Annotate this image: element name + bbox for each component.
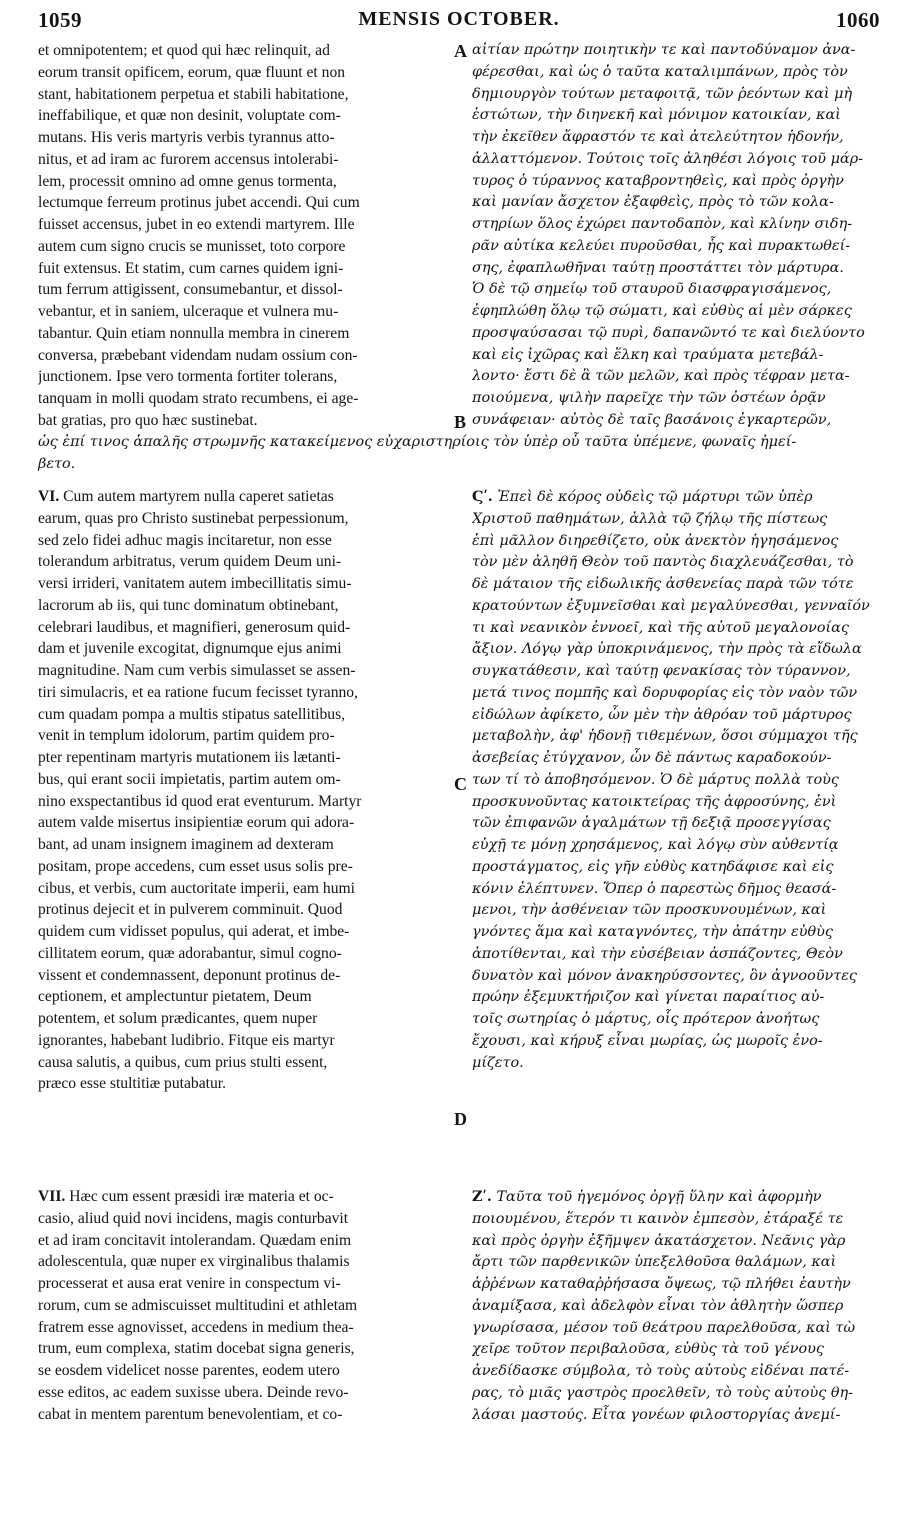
line-text: venit in templum idolorum, partim quidem pro- <box>38 727 335 745</box>
text-line <box>472 944 882 966</box>
text-line <box>38 791 448 813</box>
line-text: Ἐπεὶ δὲ κόρος οὐδεὶς τῷ μάρτυρι τῶν ὑπὲρ <box>497 489 813 505</box>
text-line <box>38 1208 448 1230</box>
line-text: τῶν ἐπιφανῶν ἀγαλμάτων τῇ δεξιᾷ προσεγγίσας <box>472 815 831 832</box>
line-text: γνωρίσασα, μέσον τοῦ θεάτρου παρελθοῦσα, καὶ τὼ <box>472 1319 856 1336</box>
line-text: earum, quas pro Christo sustinebat perpessionum, <box>38 509 349 527</box>
line-text: τὴν ἐκεῖθεν ἄφραστόν τε καὶ ἀτελεύτητον ἡδονήν, <box>472 129 844 145</box>
text-line <box>38 617 448 639</box>
text-line <box>472 987 882 1009</box>
line-text: causa salutis, a quibus, cum prius stulti essent, <box>38 1053 328 1071</box>
greek-text-top <box>472 40 882 432</box>
page-number-left: 1059 <box>38 8 82 32</box>
text-line <box>38 454 880 476</box>
line-text: vebantur, et in saniem, ulceraque et vulnera mu- <box>38 303 339 320</box>
text-line <box>472 486 882 509</box>
text-line <box>472 62 882 84</box>
line-text: celebrari laudibus, et magnifieri, generosum quid- <box>38 618 351 636</box>
text-line <box>38 682 448 704</box>
text-line <box>38 62 448 84</box>
text-line <box>472 127 882 149</box>
line-text: δυνατὸν καὶ μόνον ἀνακηρύσσοντες, ὃν ἀγνοοῦντες <box>472 967 857 984</box>
line-text: ignorantes, habebant ludibrio. Fitque eis martyr <box>38 1031 335 1049</box>
text-line <box>38 301 448 323</box>
text-line <box>38 1251 448 1273</box>
text-line <box>38 530 448 552</box>
line-text: ποιούμενα, ψιλὴν παρεῖχε τὴν τῶν ὀστέων ὁρᾷν <box>472 390 826 406</box>
text-line <box>38 878 448 900</box>
text-line <box>472 323 882 345</box>
text-line <box>38 486 448 508</box>
text-line <box>38 1317 448 1339</box>
line-text: Ταῦτα τοῦ ἡγεμόνος ὀργῇ ὕλην καὶ ἀφορμὴν <box>496 1189 822 1205</box>
text-line <box>472 574 882 596</box>
line-text: φέρεσθαι, καὶ ὡς ὁ ταῦτα καταλιμπάνων, πρὸς τὸν <box>472 63 848 80</box>
text-line <box>38 171 448 193</box>
section-number: VI. <box>38 488 60 505</box>
line-text: συγκατάθεσιν, καὶ ταύτῃ φενακίσας τὸν τύραννον, <box>472 663 851 679</box>
margin-marker-c: C <box>454 774 467 794</box>
line-text: κόνιν ἐλέπτυνεν. Ὅπερ ὁ παρεστὼς δῆμος θεασά- <box>472 880 837 897</box>
section-number: Ζʹ. <box>472 1188 492 1205</box>
line-text: se eosdem videlicet nosse parentes, eodem utero <box>38 1362 340 1379</box>
line-text: stant, habitationem perpetua et stabili habitatione, <box>38 85 349 103</box>
line-text: casio, aliud quid novi incidens, magis conturbavit <box>38 1209 349 1227</box>
text-line <box>472 1361 882 1383</box>
line-text: autem valde misertus insipientiæ eorum qui adora- <box>38 814 355 832</box>
line-text: fuit extensus. Et statim, cum carnes quidem igni- <box>38 259 344 277</box>
text-line <box>472 388 882 410</box>
text-line <box>472 1296 882 1318</box>
line-text: ἀσεβείας ἐτύγχανον, ὧν δὲ πάντως καραδοκούν- <box>472 750 832 766</box>
line-text: versi irrideri, vanitatem autem imbecillitatis simu- <box>38 575 352 592</box>
text-line <box>472 84 882 106</box>
running-title: MENSIS OCTOBER. <box>358 8 560 30</box>
text-line <box>38 84 448 106</box>
line-text: Hæc cum essent præsidi iræ materia et oc- <box>69 1188 334 1205</box>
line-text: συνάφειαν· αὐτὸς δὲ ταῖς βασάνοις ἐγκαρτερῶν, <box>472 411 832 428</box>
line-text: nino exspectantibus id quod erat eventurum. Martyr <box>38 792 362 810</box>
line-text: cum quadam pompa a multis stipatus satellitibus, <box>38 705 346 723</box>
line-text: ἀναμίξασα, καὶ ἀδελφὸν εἶναι τὸν ἀθλητὴν ὥσπερ <box>472 1297 844 1314</box>
text-line <box>472 1383 882 1405</box>
line-text: ρας, τὸ μιᾶς γαστρὸς προελθεῖν, τὸ τοὺς αὐτοὺς θη- <box>472 1384 853 1401</box>
text-line <box>472 835 882 857</box>
text-line <box>472 171 882 193</box>
text-line <box>38 921 448 943</box>
text-line <box>472 1186 882 1209</box>
text-line <box>472 639 882 661</box>
line-text: τυρος ὁ τύραννος καταβροντηθεὶς, καὶ πρὸς ὀργὴν <box>472 172 844 189</box>
text-line <box>472 258 882 280</box>
line-text: fratrem esse agnovisset, accedens in medium thea- <box>38 1318 354 1336</box>
text-line <box>472 966 882 988</box>
line-text: ποιουμένου, ἕτερόν τι καινὸν ἐμπεσὸν, ἐτάραξέ τε <box>472 1210 844 1227</box>
line-text: προσψαύσασαι τῷ πυρὶ, δαπανῶντό τε καὶ διελύοντο <box>472 324 865 341</box>
line-text: Ὁ δὲ τῷ σημείῳ τοῦ σταυροῦ διασφραγισάμενος, <box>472 281 832 298</box>
text-line <box>472 1031 882 1053</box>
text-line <box>472 366 882 388</box>
text-line <box>38 258 448 280</box>
text-line <box>38 573 448 595</box>
line-text: junctionem. Ipse vero tormenta fortiter tolerans, <box>38 368 338 386</box>
line-text: tolerandum arbitratus, verum quidem Deum uni- <box>38 553 342 571</box>
line-text: bus, qui erant socii impietatis, partim autem om- <box>38 770 341 788</box>
text-line <box>38 508 448 530</box>
line-text: lectumque ferreum protinus jubet accendi. Qui cum <box>38 194 360 212</box>
text-line <box>38 40 448 62</box>
line-text: ἄξιον. Λόγῳ γὰρ ὑποκρινάμενος, τὴν πρὸς τὰ εἴδωλα <box>472 641 862 658</box>
line-text: cabat in mentem parentum benevolentiam, et co- <box>38 1405 343 1423</box>
margin-marker-b: B <box>454 412 467 432</box>
line-text: ἑστώτων, τὴν διηνεκῆ καὶ μόνιμον κατοικίαν, καὶ <box>472 107 841 124</box>
line-text: ἔχουσι, καὶ κήρυξ εἶναι μωρίας, ὡς μωροῖς ἐνο- <box>472 1032 823 1049</box>
line-text: δημιουργὸν τούτων μεταφοιτᾷ, τῶν ῥεόντων καὶ μὴ <box>472 85 853 102</box>
line-text: μετά τινος πομπῆς καὶ δορυφορίας εἰς τὸν ναὸν τῶν <box>472 684 858 701</box>
text-line <box>472 683 882 705</box>
text-line <box>472 105 882 127</box>
line-text: βετο. <box>38 455 76 472</box>
text-line <box>38 192 448 214</box>
line-text: adolescentula, quæ nuper ex virginalibus thalamis <box>38 1253 350 1271</box>
text-line <box>472 1009 882 1031</box>
text-line <box>472 1405 882 1427</box>
line-text: εἰδώλων ἀφίκετο, ὧν μὲν τὴν ἀθρόαν τοῦ μάρτυρος <box>472 706 852 723</box>
text-line <box>38 1073 448 1095</box>
text-line <box>38 812 448 834</box>
text-line <box>472 1231 882 1253</box>
line-text: δὲ μάταιον τῆς εἰδωλικῆς ἀσθενείας παρὰ τῶν τότε <box>472 576 854 592</box>
text-line <box>38 856 448 878</box>
text-line <box>38 432 880 454</box>
text-line <box>38 1186 448 1208</box>
page-header <box>38 8 880 38</box>
line-text: cillitatem eorum, quæ adorabantur, simul cogno- <box>38 944 342 962</box>
text-line <box>38 345 448 367</box>
line-text: ἀποτίθενται, καὶ τὴν εὐσέβειαν ἀσπάζοντες, Θεὸν <box>472 945 843 962</box>
text-line <box>472 301 882 323</box>
line-text: γνόντες ἅμα καὶ καταγνόντες, τὴν ἀπάτην εὐθὺς <box>472 924 833 940</box>
text-line <box>38 1230 448 1252</box>
line-text: rorum, cum se admiscuisset multitudini et athletam <box>38 1296 358 1314</box>
line-text: conversa, præbebant videndam nudam ossium con- <box>38 346 358 364</box>
text-line <box>472 1274 882 1296</box>
line-text: εὐχῇ τε μόνῃ χρησάμενος, καὶ λόγῳ σὺν αὐθεντίᾳ <box>472 837 839 853</box>
line-text: καὶ εἰς ἰχῶρας καὶ ἕλκη καὶ τραύματα μετεβάλ- <box>472 346 824 363</box>
text-line <box>38 638 448 660</box>
text-line <box>472 879 882 901</box>
text-line <box>38 660 448 682</box>
text-line <box>472 509 882 531</box>
margin-marker-d: D <box>454 1109 467 1129</box>
text-line <box>38 1295 448 1317</box>
text-line <box>472 1053 882 1075</box>
text-line <box>472 192 882 214</box>
line-text: nitus, et ad iram ac furorem accensus intolerabi- <box>38 150 339 168</box>
line-text: quidem cum vidisset populus, qui aderat, et imbe- <box>38 923 350 940</box>
text-line <box>38 899 448 921</box>
line-text: ἀνεδίδασκε σύμβολα, τὸ τοὺς αὐτοὺς εἰδέναι πατέ- <box>472 1363 850 1379</box>
text-line <box>38 704 448 726</box>
line-text: præco esse stultitiæ putabatur. <box>38 1075 226 1093</box>
line-text: magnitudine. Nam cum verbis simulasset se assen- <box>38 662 356 679</box>
line-text: στηρίων ὅλος ἐχώρει παντοδαπὸν, καὶ κλίνην σιδη- <box>472 216 853 232</box>
text-line <box>38 214 448 236</box>
line-text: tiri simulacris, et ea ratione fucum fecisset tyranno, <box>38 683 358 701</box>
text-line <box>472 661 882 683</box>
line-text: προσκυνοῦντας κατοικτείρας τῆς ἀφροσύνης, ἑνὶ <box>472 793 837 810</box>
text-line <box>472 345 882 367</box>
text-line <box>472 748 882 770</box>
text-line <box>38 1338 448 1360</box>
line-text: tanquam in molli quodam strato recumbens, ei age- <box>38 390 359 407</box>
line-text: προστάγματος, εἰς γῆν εὐθὺς κατηδάφισε καὶ εἰς <box>472 858 834 875</box>
line-text: ineffabilique, et quæ non desinit, voluptate com- <box>38 107 341 125</box>
line-text: ἄρτι τῶν παρθενικῶν ὑπεξελθοῦσα θαλάμων, καὶ <box>472 1254 837 1271</box>
margin-marker-a: A <box>454 41 467 61</box>
text-line <box>472 900 882 922</box>
line-text: et ad iram concitavit intolerandam. Quædam enim <box>38 1231 352 1249</box>
text-line <box>38 127 448 149</box>
line-text: protinus dejecit et in pulverem comminuit. Quod <box>38 901 343 919</box>
line-text: ceptionem, et amplectuntur pietatem, Deum <box>38 988 312 1006</box>
latin-section-vii <box>38 1186 448 1425</box>
text-line <box>38 388 448 410</box>
line-text: πρώην ἐξεμυκτήριζον καὶ γίνεται παραίτιος αὐ- <box>472 989 825 1006</box>
line-text: ρᾶν αὐτίκα κελεύει πυροῦσθαι, ἧς καὶ πυρακτωθεί- <box>472 237 851 254</box>
text-line <box>38 834 448 856</box>
line-text: fuisset accensus, jubet in eo extendi martyrem. Ille <box>38 216 355 233</box>
line-text: et omnipotentem; et quod qui hæc relinquit, ad <box>38 42 330 59</box>
line-text: μεταβολὴν, ἀφ' ἡδονῇ τιθεμένων, ὅσοι σύμμαχοι τῆς <box>472 728 858 745</box>
line-text: dam et juvenile excogitat, dignumque ejus animi <box>38 640 342 658</box>
text-line <box>472 726 882 748</box>
text-line <box>472 618 882 640</box>
line-text: bant, ad unam insignem imaginem ad dexteram <box>38 836 334 853</box>
line-text: ἀῤῥένων καταθαῤῥήσασα ὄψεως, τῷ πλήθει ἑαυτὴν <box>472 1276 851 1292</box>
text-line <box>472 813 882 835</box>
text-line <box>472 149 882 171</box>
text-line <box>38 1008 448 1030</box>
text-line <box>38 725 448 747</box>
line-text: ἐπὶ μᾶλλον διηρεθίζετο, οὐκ ἀνεκτὸν ἡγησάμενος <box>472 532 839 549</box>
text-line <box>38 965 448 987</box>
text-line <box>472 410 882 432</box>
line-text: cibus, et verbis, cum auctoritate imperii, eam humi <box>38 879 355 897</box>
text-line <box>38 1030 448 1052</box>
line-text: lacrorum ab iis, qui tunc dominatum obtinebant, <box>38 596 339 614</box>
text-line <box>472 792 882 814</box>
text-line <box>472 705 882 727</box>
line-text: μενοι, τὴν ἀσθένειαν τῶν προσκυνουμένων, καὶ <box>472 902 827 919</box>
line-text: eorum transit opificem, eorum, quæ fluunt et non <box>38 63 346 81</box>
line-text: lem, processit omnino ad omne genus tormenta, <box>38 172 337 190</box>
line-text: pter repentinam martyris mutationem iis lætanti- <box>38 749 341 766</box>
latin-text-top <box>38 40 448 432</box>
text-line <box>472 214 882 236</box>
text-line <box>38 595 448 617</box>
text-line <box>38 410 448 432</box>
line-text: tum ferrum attigissent, consumebantur, et dissol- <box>38 281 343 299</box>
text-line <box>38 769 448 791</box>
text-line <box>472 236 882 258</box>
text-line <box>38 747 448 769</box>
text-line <box>38 1273 448 1295</box>
text-line <box>38 1360 448 1382</box>
line-text: μίζετο. <box>472 1054 524 1071</box>
line-text: τοῖς σωτηρίας ὁ μάρτυς, οἷς πρότερον ἀνοήτως <box>472 1011 820 1027</box>
greek-section-vi <box>472 486 882 1074</box>
text-line <box>38 366 448 388</box>
line-text: ὡς ἐπί τινος ἁπαλῆς στρωμνῆς κατακείμενος εὐχαριστηρίοις τὸν ὑπὲρ οὗ ταῦτα ὑπέμενε, φωναῖς ἠμεί- <box>38 434 797 450</box>
line-text: mutans. His veris martyris verbis tyrannus atto- <box>38 129 335 146</box>
text-line <box>472 857 882 879</box>
line-text: κρατούντων ἐξυμνεῖσθαι καὶ μεγαλύνεσθαι, γενναῖόν <box>472 597 870 614</box>
line-text: bat gratias, pro quo hæc sustinebat. <box>38 411 258 429</box>
text-line <box>472 279 882 301</box>
line-text: λοντο· ἔστι δὲ ἃ τῶν μελῶν, καὶ πρὸς τέφραν μετα- <box>472 368 850 385</box>
text-line <box>472 1318 882 1340</box>
section-number: Ϛʹ. <box>472 488 493 505</box>
text-line <box>472 770 882 792</box>
text-line <box>472 922 882 944</box>
greek-section-vii <box>472 1186 882 1426</box>
line-text: λάσαι μαστούς. Εἶτα γονέων φιλοστοργίας ἀνεμί- <box>472 1406 841 1423</box>
line-text: σης, ἐφαπλωθῆναι ταύτῃ προστάττει τὸν μάρτυρα. <box>472 259 844 276</box>
line-text: vissent et condemnassent, deponunt protinus de- <box>38 966 341 984</box>
text-line <box>38 105 448 127</box>
line-text: potentem, et solum prædicantes, quem nuper <box>38 1010 318 1027</box>
line-text: trum, eum complexa, statim docebat signa generis, <box>38 1340 355 1358</box>
text-line <box>38 986 448 1008</box>
text-line <box>472 531 882 553</box>
text-line <box>38 551 448 573</box>
text-line <box>38 323 448 345</box>
line-text: Χριστοῦ παθημάτων, ἀλλὰ τῷ ζήλῳ τῆς πίστεως <box>472 510 828 527</box>
line-text: καὶ μανίαν ἄσχετον ἐξαφθεὶς, πρὸς τὸ τῶν κολα- <box>472 194 834 211</box>
line-text: των τί τὸ ἀποβησόμενον. Ὁ δὲ μάρτυς πολλὰ τοὺς <box>472 771 839 788</box>
line-text: Cum autem martyrem nulla caperet satietas <box>63 488 334 505</box>
text-line <box>472 596 882 618</box>
text-line <box>38 943 448 965</box>
text-line <box>472 1252 882 1274</box>
text-line <box>38 149 448 171</box>
line-text: tabantur. Quin etiam nonnulla membra in cinerem <box>38 324 350 342</box>
line-text: sed zelo fidei adhuc magis incitaretur, non esse <box>38 531 332 549</box>
text-line <box>472 40 882 62</box>
line-text: autem cum signo crucis se munisset, toto corpore <box>38 237 346 255</box>
line-text: ἐφηπλώθη ὅλῳ τῷ σώματι, καὶ εὐθὺς αἱ μὲν σάρκες <box>472 303 852 319</box>
text-line <box>38 279 448 301</box>
text-line <box>38 1404 448 1426</box>
line-text: τι καὶ νεανικὸν ἐννοεῖ, καὶ τῆς αὐτοῦ μεγαλονοίας <box>472 619 849 636</box>
text-line <box>38 1382 448 1404</box>
text-line <box>38 236 448 258</box>
line-text: καὶ πρὸς ὀργὴν ἐξῆμψεν ἀκατάσχετον. Νεᾶνις γὰρ <box>472 1232 846 1249</box>
line-text: processerat et ausa erat venire in conspectum vi- <box>38 1275 341 1292</box>
line-text: ἀλλαττόμενον. Τούτοις τοῖς ἀληθέσι λόγοις τοῦ μάρ- <box>472 150 864 167</box>
line-text: positam, prope accedens, cum esset usus solis pre- <box>38 857 353 875</box>
line-text: αἰτίαν πρώτην ποιητικὴν τε καὶ παντοδύναμον ἀνα- <box>472 42 856 58</box>
text-line <box>472 1339 882 1361</box>
line-text: χεῖρε τοῦτον περιβαλοῦσα, εὐθὺς τὰ τοῦ γένους <box>472 1341 824 1358</box>
text-line <box>472 1209 882 1231</box>
text-line <box>38 1052 448 1074</box>
page-number-right: 1060 <box>836 8 880 32</box>
line-text: τὸν μὲν ἀληθῆ Θεὸν τοῦ παντὸς διαχλευάζεσθαι, τὸ <box>472 554 854 571</box>
latin-section-vi <box>38 486 448 1095</box>
line-text: esse editos, ac eadem suxisse ubera. Deinde revo- <box>38 1383 349 1401</box>
greek-text-full-width <box>38 432 880 476</box>
text-line <box>472 552 882 574</box>
section-number: VII. <box>38 1188 66 1205</box>
